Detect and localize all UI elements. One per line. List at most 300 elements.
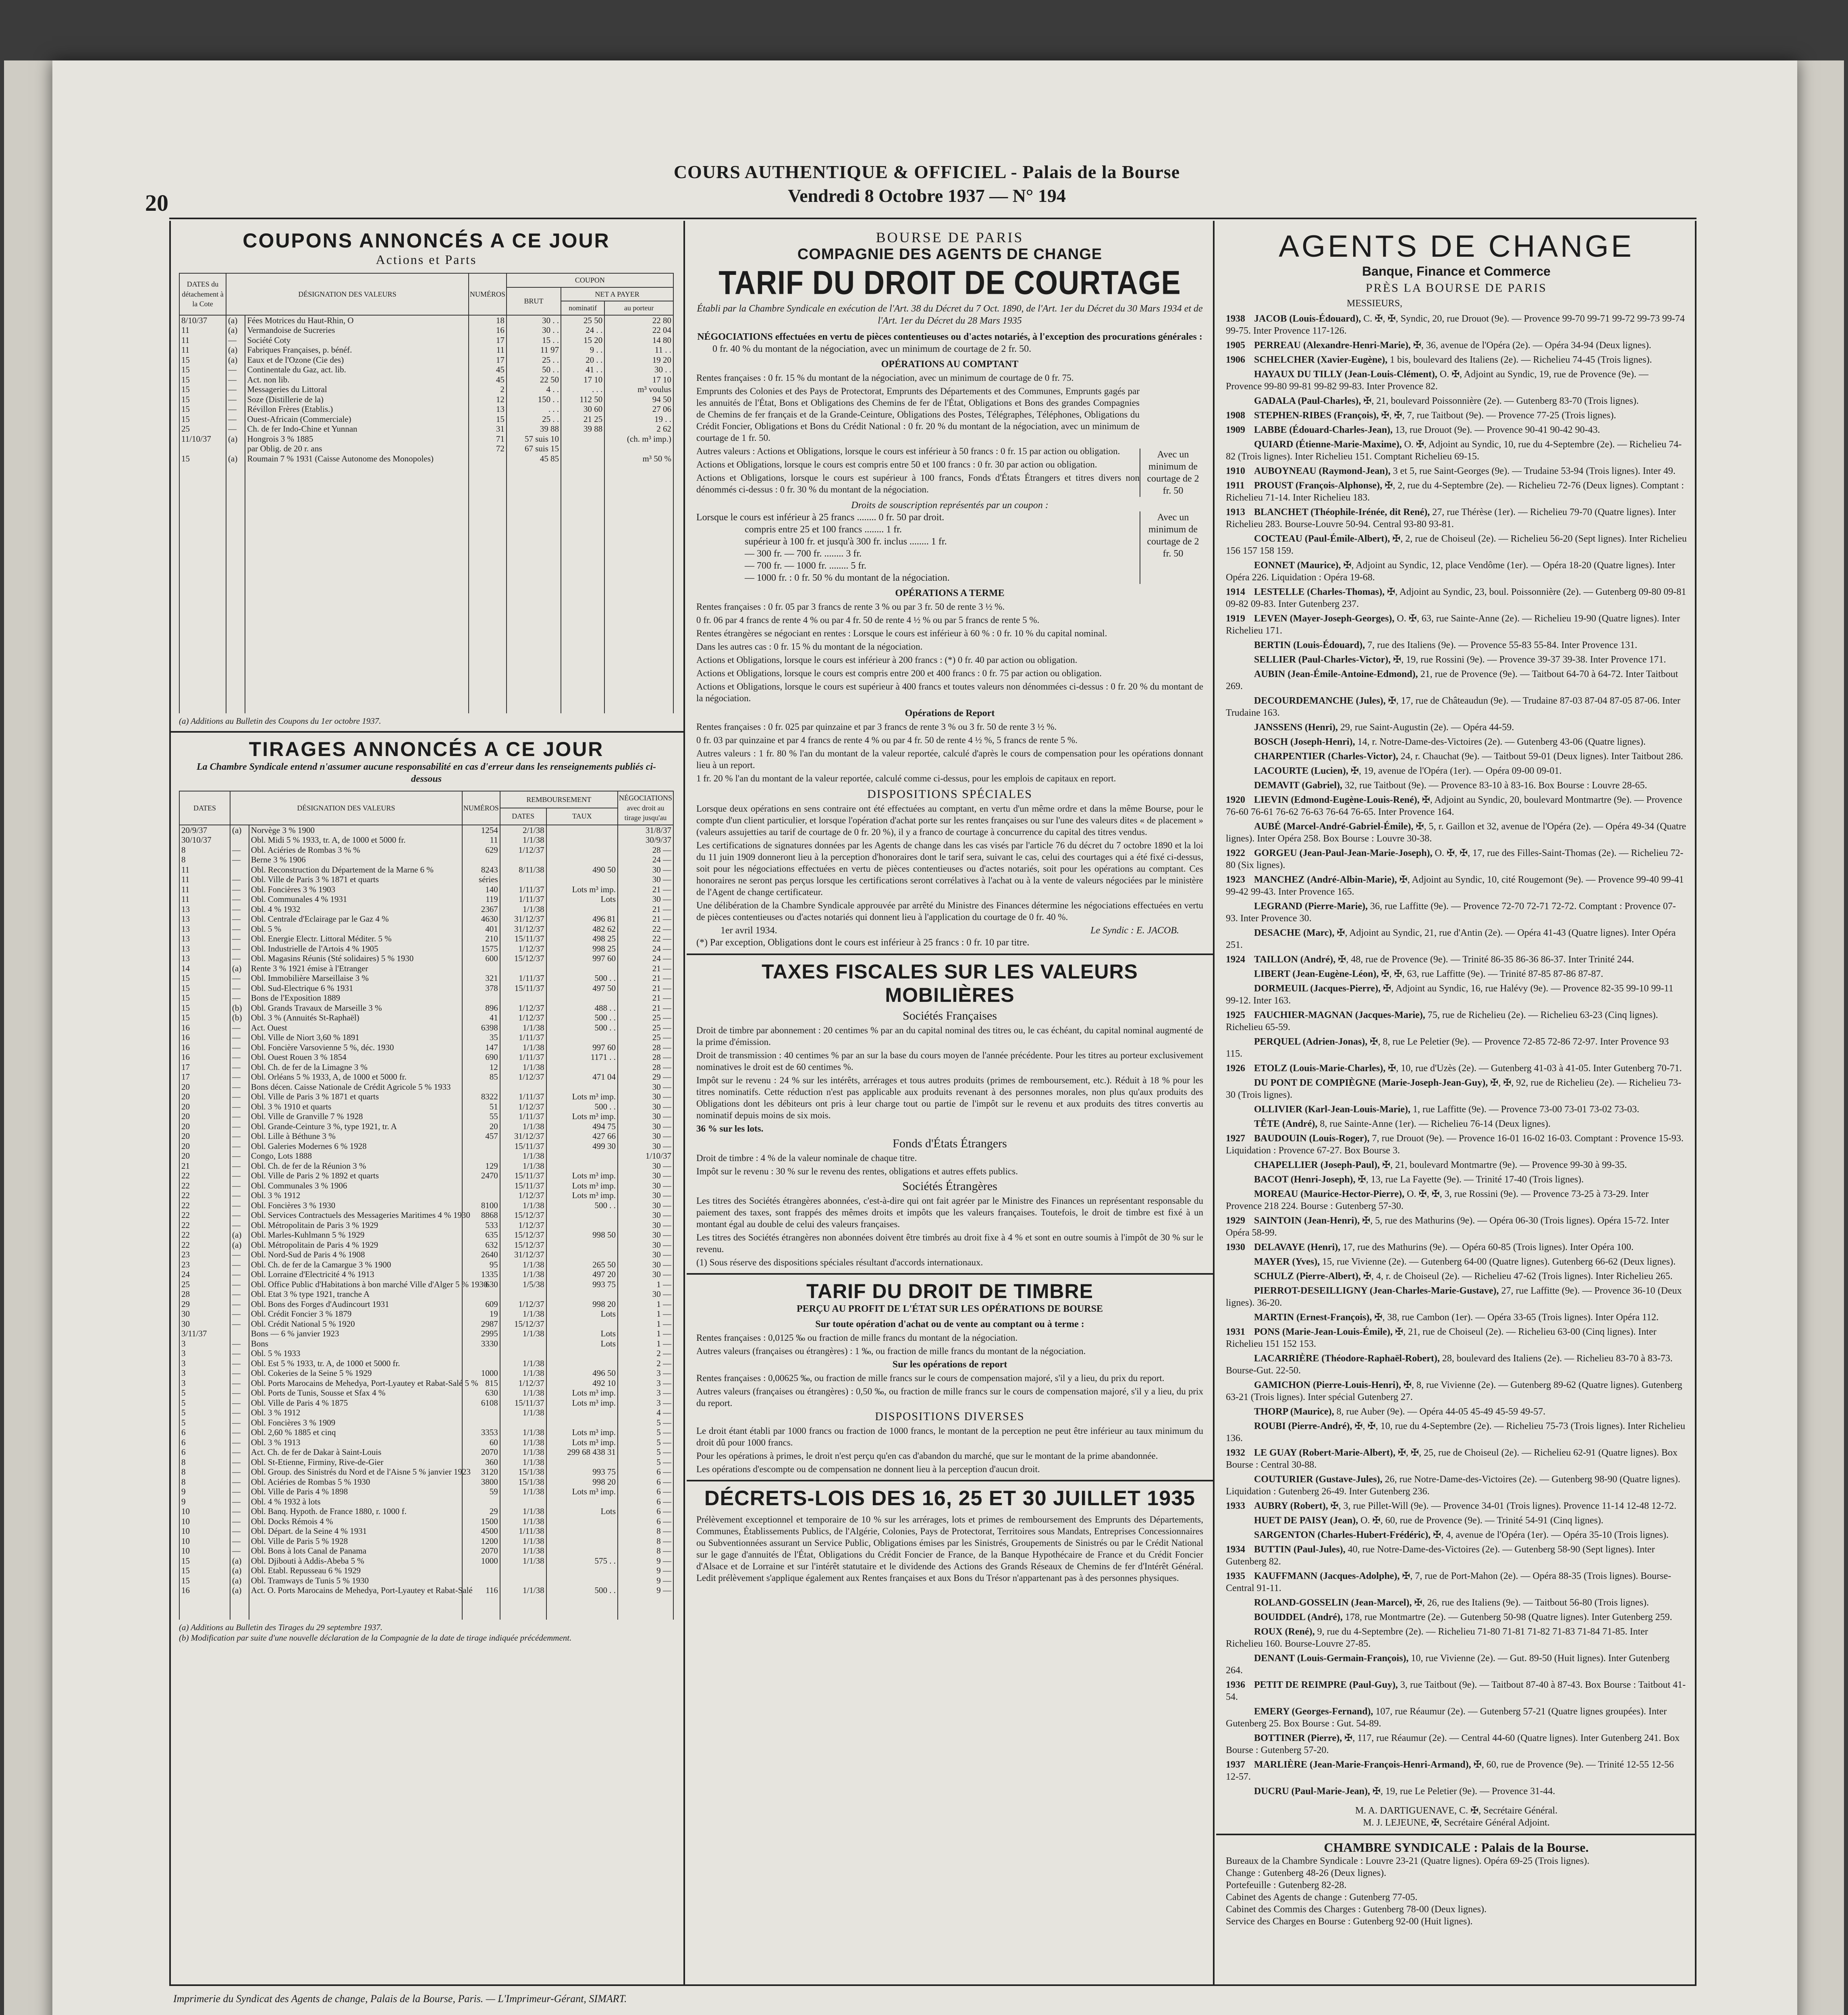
agent-entry	[1226, 1159, 1687, 1171]
table-cell: 13	[179, 914, 230, 924]
table-cell: 632	[462, 1240, 500, 1250]
agent-name: SAINTOIN (Jean-Henri),	[1254, 1215, 1360, 1226]
agent-name: BLANCHET (Théophile-Irénée, dit René),	[1254, 507, 1430, 517]
table-cell: 1/1/38	[500, 1161, 546, 1171]
table-cell: 9 —	[618, 1556, 673, 1566]
table-cell: (b)	[230, 1003, 249, 1013]
agent-details: O. ✠, Adjoint au Syndic, 19, rue de Provence (9e). — Provence 99-80 99-81 99-82 99-83. Inter Provence 82.	[1226, 369, 1649, 392]
table-row	[179, 983, 673, 993]
table-cell: 30 . .	[604, 365, 673, 375]
table-cell: 993 75	[546, 1467, 618, 1477]
table-cell: 2	[469, 384, 507, 395]
table-cell: 129	[462, 1161, 500, 1171]
table-cell: —	[230, 1467, 249, 1477]
table-cell: Obl. Grande-Ceinture 3 %, type 1921, tr. A	[249, 1122, 462, 1132]
table-cell: 29	[462, 1506, 500, 1516]
table-cell: Congo, Lots 1888	[249, 1151, 462, 1161]
table-cell: 1/12/37	[500, 1003, 546, 1013]
table-cell: 16	[179, 1023, 230, 1033]
table-cell: 25	[179, 1280, 230, 1290]
table-cell: 8243	[462, 865, 500, 875]
table-cell: —	[230, 855, 249, 865]
table-row	[179, 1013, 673, 1023]
agent-details: ✠, ✠, 7, rue Taitbout (9e). — Provence 77-25 (Trois lignes).	[1381, 410, 1616, 421]
timbre-h-report: Sur les opérations de report	[892, 1359, 1007, 1370]
table-cell: 15/12/37	[500, 1240, 546, 1250]
page-number: 20	[145, 190, 168, 216]
agent-entry	[1226, 1500, 1687, 1512]
table-cell: 2/1/38	[500, 825, 546, 835]
tarif-comptant-4: Actions et Obligations, lorsque le cours est supérieur à 100 francs, Fonds d'États Étrangers et titres divers non dénommés ci-dessus : 0 fr. 30 % du montant de la négociation.	[696, 473, 1140, 494]
table-cell: —	[230, 1122, 249, 1132]
agent-entry	[1226, 1611, 1687, 1623]
table-cell: —	[230, 1220, 249, 1230]
table-cell: 4 . .	[507, 384, 561, 395]
table-cell: Obl. Services Contractuels des Messageries Maritimes 4 % 1930	[249, 1210, 462, 1220]
table-row	[179, 1131, 673, 1141]
table-cell: 210	[462, 934, 500, 944]
table-cell: Rente 3 % 1921 émise à l'Etranger	[249, 964, 462, 974]
table-cell: 31/8/37	[618, 825, 673, 835]
table-cell	[462, 993, 500, 1003]
agent-entry	[1226, 639, 1687, 651]
table-row	[179, 345, 673, 355]
table-cell: 5 —	[618, 1427, 673, 1438]
table-cell: —	[226, 384, 245, 395]
col-header-designation: DÉSIGNATION DES VALEURS	[226, 273, 469, 315]
table-cell: Obl. Ville de Paris 4 % 1875	[249, 1398, 462, 1408]
agent-year: 1931	[1226, 1327, 1245, 1337]
agent-entry	[1226, 1447, 1687, 1471]
table-cell: —	[226, 365, 245, 375]
agent-name: DELAVAYE (Henri),	[1254, 1242, 1341, 1253]
table-cell: 1/1/38	[500, 1201, 546, 1211]
table-cell: 20	[179, 1102, 230, 1112]
table-cell: 1 —	[618, 1299, 673, 1309]
table-cell	[462, 1190, 500, 1201]
table-cell: 20	[179, 1122, 230, 1132]
table-cell: 30 —	[618, 1102, 673, 1112]
agent-name: BOSCH (Joseph-Henri),	[1254, 737, 1355, 747]
agent-details: O. ✠, ✠, 17, rue des Filles-Saint-Thomas (2e). — Richelieu 72-80 (Six lignes).	[1226, 848, 1684, 870]
table-cell: 8	[179, 855, 230, 865]
table-row	[179, 835, 673, 845]
agent-details: 8, rue Auber (9e). — Opéra 44-05 45-49 45-59 49-57.	[1336, 1406, 1546, 1417]
agent-name: STEPHEN-RIBES (François),	[1254, 410, 1379, 421]
table-cell: —	[230, 1398, 249, 1408]
table-cell: 1/10/37	[618, 1151, 673, 1161]
table-cell: 39 88	[507, 424, 561, 434]
table-cell	[462, 1576, 500, 1586]
table-cell: 1/1/38	[500, 1457, 546, 1467]
table-cell: —	[226, 375, 245, 385]
agent-year: 1934	[1226, 1544, 1245, 1555]
table-cell: 5	[179, 1398, 230, 1408]
table-cell: 6 —	[618, 1477, 673, 1487]
table-cell: Obl. 4 % 1932	[249, 904, 462, 914]
table-cell: 1/1/38	[500, 1536, 546, 1546]
agent-name: LESTELLE (Charles-Thomas),	[1254, 587, 1385, 597]
agent-name: OLLIVIER (Karl-Jean-Louis-Marie),	[1254, 1104, 1410, 1115]
table-cell: 2 62	[604, 424, 673, 434]
table-cell: —	[230, 1536, 249, 1546]
agent-details: ✠, 17, rue de Châteaudun (9e). — Trudaine 87-03 87-04 87-05 87-06. Inter Trudaine 163.	[1226, 696, 1680, 718]
table-cell: 3 —	[618, 1388, 673, 1398]
table-cell: 31	[469, 424, 507, 434]
agent-entry	[1226, 765, 1687, 777]
table-cell	[546, 1526, 618, 1536]
table-cell: 15	[179, 973, 230, 983]
table-row	[179, 1043, 673, 1053]
agent-details: ✠, 19, rue Rossini (9e). — Provence 39-37 39-38. Inter Provence 171.	[1393, 654, 1666, 665]
table-cell: 14	[179, 964, 230, 974]
table-cell: 11	[462, 835, 500, 845]
table-cell: 25 . .	[507, 355, 561, 365]
table-cell: Obl. Foncières 3 % 1930	[249, 1201, 462, 1211]
tarif-intro: Établi par la Chambre Syndicale en exécution de l'Art. 38 du Décret du 7 Oct. 1890, de l'Art. 1er du Décret du 30 Mars 1934 et de l'Art. 1er du Décret du 28 Mars 1935	[697, 303, 1203, 326]
table-cell: 21 —	[618, 904, 673, 914]
table-cell: 20	[179, 1082, 230, 1092]
table-cell: Lots m³ imp.	[546, 1487, 618, 1497]
table-cell: 1/1/38	[500, 1427, 546, 1438]
table-cell: Hongrois 3 % 1885	[245, 434, 468, 444]
table-cell: 30 —	[618, 1230, 673, 1240]
table-cell: —	[230, 1359, 249, 1369]
col-header-nominatif: nominatif	[561, 301, 604, 315]
table-cell: 22 —	[618, 934, 673, 944]
agent-year: 1909	[1226, 425, 1245, 435]
agent-entry	[1226, 1626, 1687, 1650]
col-header-numeros: NUMÉROS	[469, 273, 507, 315]
agent-name: LEGRAND (Pierre-Marie),	[1254, 901, 1368, 912]
masthead-date: Vendredi 8 Octobre 1937 — N° 194	[788, 185, 1066, 206]
table-cell	[546, 825, 618, 835]
tarif-comptant-2: Autres valeurs : Actions et Obligations, lorsque le cours est inférieur à 50 francs : 0 fr. 15 par action ou obligation.	[696, 446, 1120, 456]
agent-year: 1920	[1226, 795, 1245, 805]
table-cell: 15/11/37	[500, 1171, 546, 1181]
agent-name: LIEVIN (Edmond-Eugène-Louis-René),	[1254, 795, 1420, 805]
table-cell: 25 —	[618, 1023, 673, 1033]
agent-name: LACOURTE (Lucien),	[1254, 766, 1348, 776]
table-cell: m³ voulus	[604, 384, 673, 395]
table-row	[179, 1566, 673, 1576]
table-cell: 30 —	[618, 875, 673, 885]
table-cell: 8322	[462, 1092, 500, 1102]
table-cell: —	[230, 1171, 249, 1181]
table-cell	[462, 1408, 500, 1418]
agent-year: 1932	[1226, 1448, 1245, 1458]
table-cell: Obl. Orléans 5 % 1933, A, de 1000 et 5000 fr.	[249, 1072, 462, 1082]
taxes-etr-0: Droit de timbre : 4 % de la valeur nominale de chaque titre.	[696, 1153, 917, 1163]
table-row	[179, 1467, 673, 1477]
table-cell: 60	[462, 1438, 500, 1448]
table-cell: 30 —	[618, 1161, 673, 1171]
table-cell: —	[230, 1348, 249, 1359]
table-cell: 1254	[462, 825, 500, 835]
table-cell	[462, 1151, 500, 1161]
table-cell: 85	[462, 1072, 500, 1082]
table-cell: 28 —	[618, 1052, 673, 1062]
table-cell: 12	[462, 1062, 500, 1072]
agent-entry	[1226, 465, 1687, 477]
agent-entry	[1226, 1785, 1687, 1797]
tarif-title: TARIF DU DROIT DE COURTAGE	[718, 264, 1181, 301]
table-cell: Bons de l'Exposition 1889	[249, 993, 462, 1003]
agent-details: ✠, 38, rue Cambon (1er). — Opéra 33-65 (Trois lignes). Inter Opéra 112.	[1374, 1312, 1659, 1323]
agent-entry	[1226, 1311, 1687, 1323]
table-cell: 15	[179, 1566, 230, 1576]
table-cell: 30 —	[618, 1250, 673, 1260]
agent-name: SCHULZ (Pierre-Albert),	[1254, 1271, 1361, 1282]
table-row	[179, 1378, 673, 1388]
agent-year: 1919	[1226, 613, 1245, 624]
table-cell: 22 50	[507, 375, 561, 385]
table-cell: 30 —	[618, 1260, 673, 1270]
table-cell: 45	[469, 365, 507, 375]
table-cell: 24 —	[618, 855, 673, 865]
table-cell: 22	[179, 1240, 230, 1250]
table-cell: 30 . .	[507, 315, 561, 326]
agent-year: 1936	[1226, 1680, 1245, 1690]
table-cell: 22 —	[618, 924, 673, 934]
tirages-title: TIRAGES ANNONCÉS A CE JOUR	[249, 738, 604, 760]
table-cell	[546, 1082, 618, 1092]
table-cell: 20	[462, 1122, 500, 1132]
timbre-report-1: Autres valeurs (françaises ou étrangères) : 0,50 ‰, ou fraction de mille francs sur le cours de compensation majoré, s'il y a lieu, du prix du report.	[696, 1386, 1203, 1408]
table-cell: 25	[179, 424, 226, 434]
table-cell: 1000	[462, 1368, 500, 1378]
table-cell: —	[230, 1427, 249, 1438]
agent-year: 1926	[1226, 1063, 1245, 1074]
table-cell: 72	[469, 444, 507, 454]
table-cell: Obl. Etat 3 % type 1921, tranche A	[249, 1289, 462, 1299]
agent-name: PETIT DE REIMPRE (Paul-Guy),	[1254, 1680, 1398, 1690]
agent-year: 1933	[1226, 1501, 1245, 1511]
agent-year: 1914	[1226, 587, 1245, 597]
table-cell: —	[230, 1082, 249, 1092]
table-cell: 998 50	[546, 1230, 618, 1240]
agent-name: HAYAUX DU TILLY (Jean-Louis-Clément),	[1254, 369, 1437, 380]
agent-details: ✠, Adjoint au Syndic, 10, cité Rougemont (9e). — Provence 99-40 99-41 99-42 99-43. Inter Provence 165.	[1226, 875, 1684, 897]
table-cell: 496 81	[546, 914, 618, 924]
agent-name: ROUX (René),	[1254, 1627, 1315, 1637]
table-cell: 21 —	[618, 973, 673, 983]
table-cell: —	[230, 1506, 249, 1516]
table-cell: 1/1/38	[500, 1388, 546, 1398]
agent-entry	[1226, 668, 1687, 692]
table-cell: 8868	[462, 1210, 500, 1220]
agent-name: AUBÉ (Marcel-André-Gabriel-Émile),	[1254, 821, 1414, 832]
agent-entry	[1226, 613, 1687, 637]
table-cell	[546, 1220, 618, 1230]
table-cell	[500, 1082, 546, 1092]
tarif-comptant-3: Actions et Obligations, lorsque le cours est compris entre 50 et 100 francs : 0 fr. 30 par action ou obligation.	[696, 459, 1097, 469]
table-cell: 500 . .	[546, 973, 618, 983]
decrets-text: Prélèvement exceptionnel et temporaire de 10 % sur les arrérages, lots et primes de remboursement des Emprunts des Départements, Communes, Établissements Publics, de l'Algérie, Colonies, Pays de Protectorat, Territoires sous Mandats, Entreprises Concessionnaires ou Subventionnées assurant un Service Public, Obligations émises par les Sinistrés, Groupements de Sinistrés ou par le Crédit National sur le gage d'annuités de l'État, Obligations du Crédit Foncier de France, de la Banque Hypothécaire de France et du Crédit Foncier d'Alsace et de Lorraine et sur l'intérêt statutaire et le dividende des Actions des Grands Réseaux de Chemins de fer d'Intérêt Général. Ledit prélèvement s'applique également aux Rentes françaises et aux Bons du Trésor n'appartenant pas à des personnes physiques.	[696, 1514, 1203, 1583]
agent-entry	[1226, 1241, 1687, 1253]
agent-entry	[1226, 847, 1687, 871]
table-cell	[546, 1546, 618, 1556]
agent-name: TAILLON (André),	[1254, 954, 1336, 965]
table-row	[179, 1161, 673, 1171]
table-cell: Obl. Industrielle de l'Artois 4 % 1905	[249, 944, 462, 954]
table-cell: Lots m³ imp.	[546, 1171, 618, 1181]
table-cell: 609	[462, 1299, 500, 1309]
table-cell: 20	[179, 1111, 230, 1122]
table-cell: Obl. Est 5 % 1933, tr. A, de 1000 et 5000 fr.	[249, 1359, 462, 1369]
agent-details: 1 bis, boulevard des Italiens (2e). — Richelieu 74-45 (Trois lignes).	[1390, 355, 1652, 365]
table-cell: 11	[179, 894, 230, 904]
table-cell	[500, 1418, 546, 1428]
table-cell: 500 . .	[546, 1102, 618, 1112]
table-cell: 15/11/37	[500, 1398, 546, 1408]
taxes-soc-1: Les titres des Sociétés étrangères non abonnées doivent être timbrés au droit fixe à 4 % et sont en outre soumis à l'impôt de 30 % sur le revenu.	[696, 1232, 1203, 1254]
table-cell: 1/1/38	[500, 1438, 546, 1448]
table-cell: —	[230, 1438, 249, 1448]
table-cell: 20/9/37	[179, 825, 230, 835]
table-cell: 15	[179, 993, 230, 1003]
table-cell: Obl. Crédit Foncier 3 % 1879	[249, 1309, 462, 1319]
agent-year: 1929	[1226, 1215, 1245, 1226]
table-cell: 6	[179, 1447, 230, 1457]
agent-details: C. ✠, ✠, Syndic, 20, rue Drouot (9e). — Provence 99-70 99-71 99-72 99-73 99-74 99-75. Inter Provence 117-126.	[1226, 314, 1685, 336]
table-cell: —	[230, 1457, 249, 1467]
table-cell: 1335	[462, 1269, 500, 1280]
tarif-terme-5: Actions et Obligations, lorsque le cours est compris entre 200 et 400 francs : 0 fr. 75 par action ou obligation.	[696, 668, 1102, 678]
agent-name: MARTIN (Ernest-François),	[1254, 1312, 1372, 1323]
table-cell: —	[230, 1072, 249, 1082]
table-cell: 3353	[462, 1427, 500, 1438]
table-cell: 6 —	[618, 1506, 673, 1516]
table-cell: 6398	[462, 1023, 500, 1033]
agent-name: LE GUAY (Robert-Marie-Albert),	[1254, 1448, 1395, 1458]
table-cell: 41 . .	[561, 365, 604, 375]
table-row	[179, 1408, 673, 1418]
table-cell: 18	[469, 315, 507, 326]
table-cell: 10	[179, 1546, 230, 1556]
table-cell: 13	[179, 953, 230, 964]
table-cell: Ouest-Africain (Commerciale)	[245, 414, 468, 424]
table-cell	[546, 964, 618, 974]
table-row	[179, 1457, 673, 1467]
table-cell: 30 —	[618, 1171, 673, 1181]
table-cell	[546, 875, 618, 885]
table-cell: 1/1/38	[500, 904, 546, 914]
agent-entry	[1226, 424, 1687, 436]
table-cell: 30	[179, 1319, 230, 1329]
agent-entry	[1226, 1570, 1687, 1594]
table-cell: 59	[462, 1487, 500, 1497]
table-cell: (a)	[230, 1556, 249, 1566]
table-cell: Obl. Midi 5 % 1933, tr. A, de 1000 et 5000 fr.	[249, 835, 462, 845]
table-row	[179, 365, 673, 375]
table-cell: 5 —	[618, 1438, 673, 1448]
tarif-comptant-0: Rentes françaises : 0 fr. 15 % du montant de la négociation, avec un minimum de courtage de 0 fr. 75.	[696, 373, 1074, 383]
agent-name: ROLAND-GOSSELIN (Jean-Marcel),	[1254, 1597, 1412, 1608]
table-cell: 2 —	[618, 1359, 673, 1369]
table-cell: 30 —	[618, 1240, 673, 1250]
tarif-report-0: Rentes françaises : 0 fr. 025 par quinzaine et par 3 francs de rente 3 % ou 3 fr. 50 de rente 3 ½ %.	[696, 722, 1057, 732]
table-cell: 30 —	[618, 894, 673, 904]
agent-details: ✠, Adjoint au Syndic, 12, place Vendôme (1er). — Opéra 18-20 (Quatre lignes). Inter Opéra 226. Liquidation : Opéra 19-68.	[1226, 560, 1675, 583]
table-cell: 482 62	[546, 924, 618, 934]
table-cell: —	[230, 934, 249, 944]
table-cell: 5	[179, 1388, 230, 1398]
agent-name: DENANT (Louis-Germain-François),	[1254, 1653, 1409, 1664]
agent-details: ✠, 19, rue Le Peletier (9e). — Provence 31-44.	[1372, 1786, 1555, 1797]
table-cell: Lots	[546, 894, 618, 904]
table-cell: 1/1/38	[500, 1151, 546, 1161]
agent-details: 29, rue Saint-Augustin (2e). — Opéra 44-59.	[1340, 722, 1514, 733]
table-cell: Obl. Galeries Modernes 6 % 1928	[249, 1141, 462, 1151]
table-cell: 15	[179, 404, 226, 414]
table-cell: (a)	[226, 325, 245, 335]
table-cell: 22	[179, 1171, 230, 1181]
table-cell: 13	[179, 934, 230, 944]
chambre-line-1: Change : Gutenberg 48-26 (Deux lignes).	[1226, 1868, 1387, 1878]
agent-details: 15, rue Vivienne (2e). — Gutenberg 64-00 (Quatre lignes). Gutenberg 66-62 (Deux lignes).	[1322, 1257, 1676, 1267]
table-row	[179, 1052, 673, 1062]
agent-details: 21, rue de Provence (9e). — Taitbout 64-70 à 64-72. Inter Taitbout 269.	[1226, 669, 1678, 692]
table-cell: 22	[179, 1181, 230, 1191]
table-cell: Obl. Ch. de fer de la Réunion 3 %	[249, 1161, 462, 1171]
table-cell: 28 —	[618, 1043, 673, 1053]
table-cell: 533	[462, 1220, 500, 1230]
masthead	[604, 161, 1249, 206]
table-cell: 11 97	[507, 345, 561, 355]
table-cell	[230, 835, 249, 845]
table-cell: 1000	[462, 1556, 500, 1566]
table-row	[179, 1319, 673, 1329]
table-cell: Soze (Distillerie de la)	[245, 395, 468, 405]
table-row	[179, 1546, 673, 1556]
table-cell: 15/12/37	[500, 1230, 546, 1240]
table-cell	[469, 454, 507, 464]
table-cell: 30 —	[618, 1111, 673, 1122]
table-cell: . . .	[561, 384, 604, 395]
table-cell: 630	[462, 1280, 500, 1290]
table-cell	[462, 1289, 500, 1299]
taxes-soc-2: (1) Sous réserve des dispositions spéciales résultant d'accords internationaux.	[696, 1257, 983, 1267]
table-cell: 15 . .	[507, 335, 561, 345]
table-row	[179, 825, 673, 835]
agent-name: CHAPELLIER (Joseph-Paul),	[1254, 1160, 1380, 1170]
agent-name: CHARPENTIER (Charles-Victor),	[1254, 751, 1398, 762]
agent-year: 1937	[1226, 1759, 1245, 1770]
table-cell: Obl. Ville de Paris 4 % 1898	[249, 1487, 462, 1497]
table-cell: 1/1/38	[500, 835, 546, 845]
agents-sig-2: M. J. LEJEUNE, ✠, Secrétaire Général Adjoint.	[1363, 1818, 1550, 1828]
table-cell: 30 —	[618, 1220, 673, 1230]
agent-details: ✠, 19, avenue de l'Opéra (1er). — Opéra 09-00 09-01.	[1350, 766, 1562, 776]
table-cell: Obl. Bons à lots Canal de Panama	[249, 1546, 462, 1556]
table-cell: 15	[179, 983, 230, 993]
table-row	[179, 1190, 673, 1201]
table-cell: 31/12/37	[500, 924, 546, 934]
table-cell: 30 . .	[507, 325, 561, 335]
table-row	[179, 335, 673, 345]
table-cell: 30 —	[618, 865, 673, 875]
agent-entry	[1226, 1759, 1687, 1783]
agent-entry	[1226, 1679, 1687, 1703]
table-cell: 690	[462, 1052, 500, 1062]
agents-place: PRÈS LA BOURSE DE PARIS	[1366, 281, 1547, 295]
table-cell: 998 20	[546, 1299, 618, 1309]
table-cell	[561, 454, 604, 464]
table-cell: 55	[462, 1111, 500, 1122]
table-cell: —	[230, 1250, 249, 1260]
table-cell: 378	[462, 983, 500, 993]
